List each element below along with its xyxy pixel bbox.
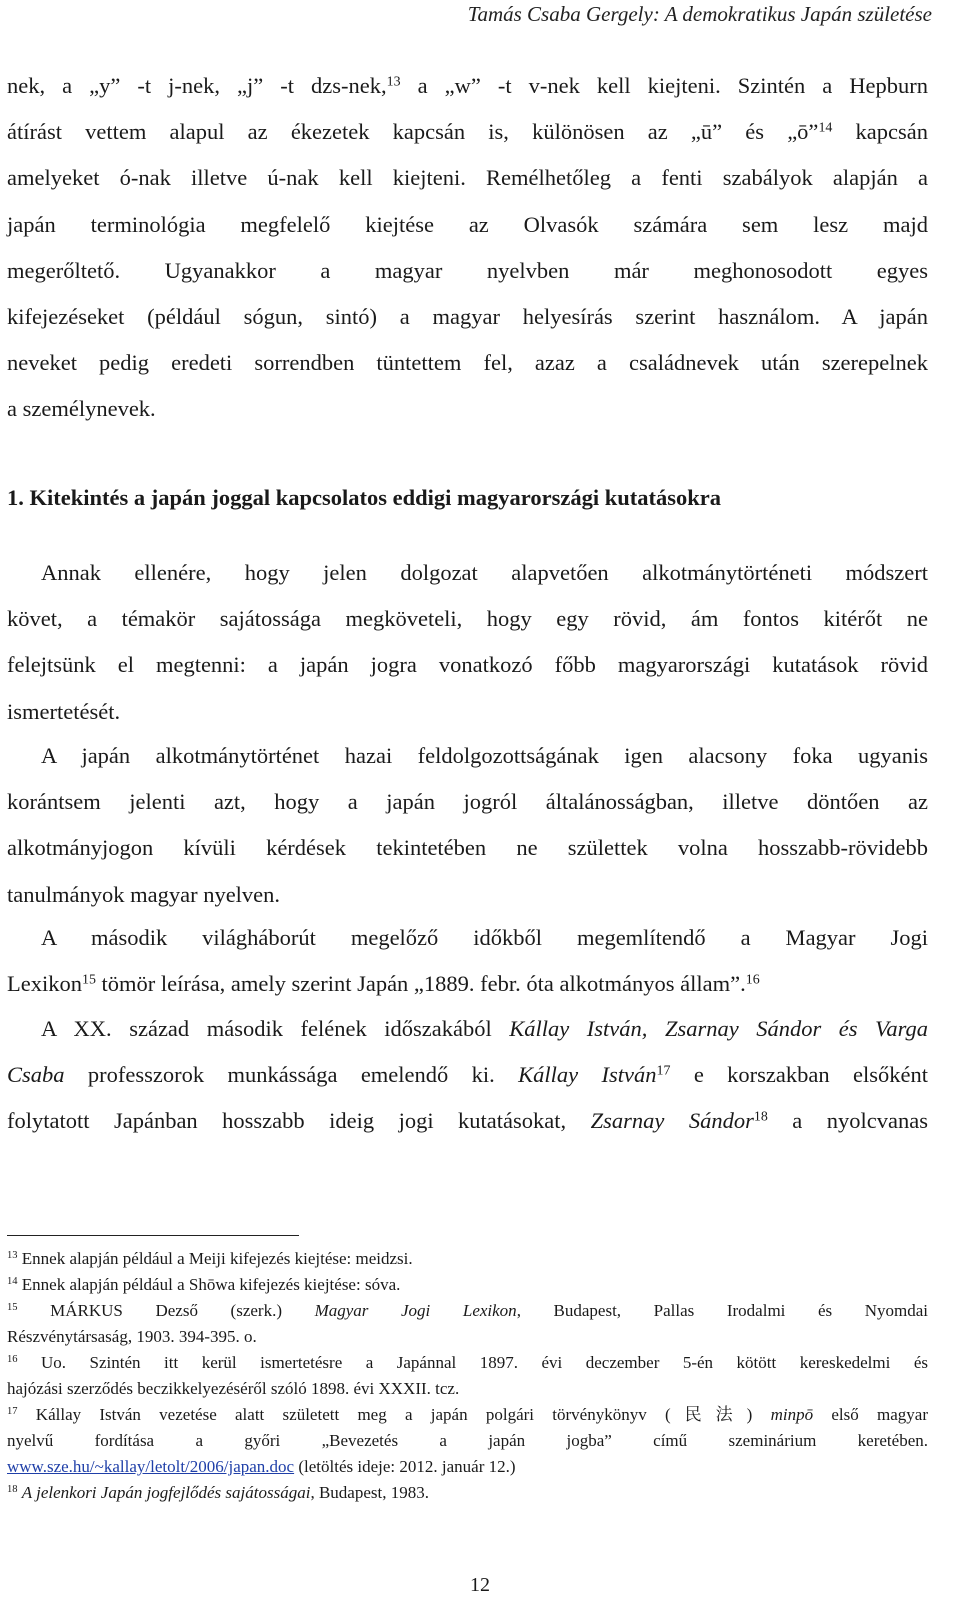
text-span: e korszakban elsőként xyxy=(670,1062,928,1088)
text-line xyxy=(7,1098,928,1144)
text-span: a „w” -t v-nek kell kiejteni. Szintén a Hepburn xyxy=(400,73,928,98)
paragraph-3 xyxy=(7,915,928,1007)
paragraph-2 xyxy=(7,733,928,918)
footnote-14 xyxy=(7,1272,928,1298)
text-line: felejtsünk el megtenni: a japán jogra vonatkozó főbb magyarországi kutatások rövid xyxy=(7,652,928,678)
footnote-italic: minpō xyxy=(770,1405,814,1424)
footnote-17-link-line xyxy=(7,1454,928,1480)
text-span: nek, a „y” -t j-nek, „j” -t dzs-nek, xyxy=(7,73,387,98)
footnote-text: Ennek alapján például a Shōwa kifejezés kiejtése: sóva. xyxy=(17,1275,401,1294)
text-line xyxy=(7,1052,928,1098)
footnote-text: MÁRKUS Dezső (szerk.) xyxy=(17,1301,315,1320)
section-heading: 1. Kitekintés a japán joggal kapcsolatos eddigi magyarországi kutatásokra xyxy=(7,485,721,510)
footnote-text: Kállay István vezetése alatt született meg a japán polgári törvénykönyv (民法) xyxy=(17,1405,771,1424)
footnote-number: 18 xyxy=(7,1484,18,1496)
footnote-18 xyxy=(7,1480,928,1506)
text-line: kifejezéseket (például sógun, sintó) a magyar helyesírás szerint használom. A japán xyxy=(7,303,928,329)
text-span: A XX. század második felének időszakából xyxy=(41,1016,510,1041)
page-number: 12 xyxy=(470,1574,490,1596)
text-span: kapcsán xyxy=(832,119,929,145)
footnote-number: 14 xyxy=(7,1276,18,1288)
footnote-ref-17[interactable]: 17 xyxy=(656,1063,671,1079)
paragraph-1 xyxy=(7,550,928,735)
intro-paragraph xyxy=(7,63,928,433)
footnote-17-cont: nyelvű fordítása a győri „Bevezetés a japán jogba” című szeminárium keretében. xyxy=(7,1431,928,1450)
italic-name: Csaba xyxy=(7,1062,65,1088)
footnote-number: 13 xyxy=(7,1250,18,1262)
footnotes xyxy=(7,1246,928,1506)
text-span: a nyolcvanas xyxy=(767,1108,928,1134)
footnote-link[interactable]: www.sze.hu/~kallay/letolt/2006/japan.doc xyxy=(7,1457,295,1476)
text-line: megerőltető. Ugyanakkor a magyar nyelvben már meghonosodott egyes xyxy=(7,257,928,283)
text-span: tömör leírása, amely szerint Japán „1889. febr. óta alkotmányos állam”. xyxy=(95,971,746,997)
text-span: professzorok munkássága emelendő ki. xyxy=(64,1062,519,1088)
footnote-text: , Budapest, Pallas Irodalmi és Nyomdai xyxy=(516,1301,929,1320)
text-line xyxy=(7,961,928,1007)
text-line xyxy=(7,109,928,155)
footnote-ref-15[interactable]: 15 xyxy=(81,972,96,988)
footnote-separator xyxy=(7,1235,299,1236)
text-line: tanulmányok magyar nyelven. xyxy=(7,881,281,907)
footnote-number: 15 xyxy=(7,1302,18,1314)
footnote-ref-16[interactable]: 16 xyxy=(745,972,760,988)
footnote-17 xyxy=(7,1402,928,1428)
paragraph-4 xyxy=(7,1006,928,1145)
footnote-13 xyxy=(7,1246,928,1272)
footnote-15 xyxy=(7,1298,928,1324)
text-line xyxy=(7,1006,928,1052)
text-line: A második világháborút megelőző időkből megemlítendő a Magyar Jogi xyxy=(41,925,928,950)
text-line: A japán alkotmánytörténet hazai feldolgozottságának igen alacsony foka ugyanis xyxy=(41,743,928,768)
footnote-text: (letöltés ideje: 2012. január 12.) xyxy=(294,1457,516,1476)
italic-names: Kállay István, Zsarnay Sándor és Varga xyxy=(509,1016,928,1041)
text-line xyxy=(7,63,928,109)
footnote-16-cont: hajózási szerződés beczikkelyezéséről szóló 1898. évi XXXII. tcz. xyxy=(7,1379,460,1398)
footnote-text: , Budapest, 1983. xyxy=(310,1483,429,1502)
text-span: átírást vettem alapul az ékezetek kapcsán is, különösen az „ū” és „ō” xyxy=(7,119,819,145)
footnote-text: Uo. Szintén itt kerül ismertetésre a Japánnal 1897. évi deczember 5-én kötött kereskedelmi és xyxy=(17,1353,928,1372)
footnote-number: 16 xyxy=(7,1354,18,1366)
text-span: Lexikon xyxy=(7,971,82,997)
text-span: folytatott Japánban hosszabb ideig jogi kutatásokat, xyxy=(7,1108,591,1134)
footnote-ref-14[interactable]: 14 xyxy=(818,120,833,136)
running-header: Tamás Csaba Gergely: A demokratikus Japán születése xyxy=(467,2,932,26)
footnote-text: első magyar xyxy=(813,1405,928,1424)
footnote-ref-13[interactable]: 13 xyxy=(386,74,401,90)
text-line: Annak ellenére, hogy jelen dolgozat alapvetően alkotmánytörténeti módszert xyxy=(41,560,928,585)
footnote-ref-18[interactable]: 18 xyxy=(753,1109,768,1125)
text-line: korántsem jelenti azt, hogy a japán jogról általánosságban, illetve döntően az xyxy=(7,789,928,815)
footnote-number: 17 xyxy=(7,1406,18,1418)
text-line: követ, a témakör sajátossága megköveteli, hogy egy rövid, ám fontos kitérőt ne xyxy=(7,606,928,632)
footnote-16 xyxy=(7,1350,928,1376)
footnote-15-cont: Részvénytársaság, 1903. 394-395. o. xyxy=(7,1327,257,1346)
text-line: amelyeket ó-nak illetve ú-nak kell kiejteni. Remélhetőleg a fenti szabályok alapján a xyxy=(7,165,928,191)
footnote-italic: Magyar Jogi Lexikon xyxy=(314,1301,517,1320)
footnote-text: Ennek alapján például a Meiji kifejezés kiejtése: meidzsi. xyxy=(17,1249,413,1268)
text-line: a személynevek. xyxy=(7,396,156,422)
text-line: alkotmányjogon kívüli kérdések tekintetében ne születtek volna hosszabb-rövidebb xyxy=(7,835,928,861)
text-line: neveket pedig eredeti sorrendben tüntettem fel, azaz a családnevek után szerepelnek xyxy=(7,350,928,376)
text-line: japán terminológia megfelelő kiejtése az Olvasók számára sem lesz majd xyxy=(7,211,928,237)
footnote-italic: A jelenkori Japán jogfejlődés sajátosságai xyxy=(21,1483,311,1502)
italic-name: Kállay István xyxy=(518,1062,657,1088)
text-line: ismertetését. xyxy=(7,698,121,724)
italic-name: Zsarnay Sándor xyxy=(590,1108,754,1134)
